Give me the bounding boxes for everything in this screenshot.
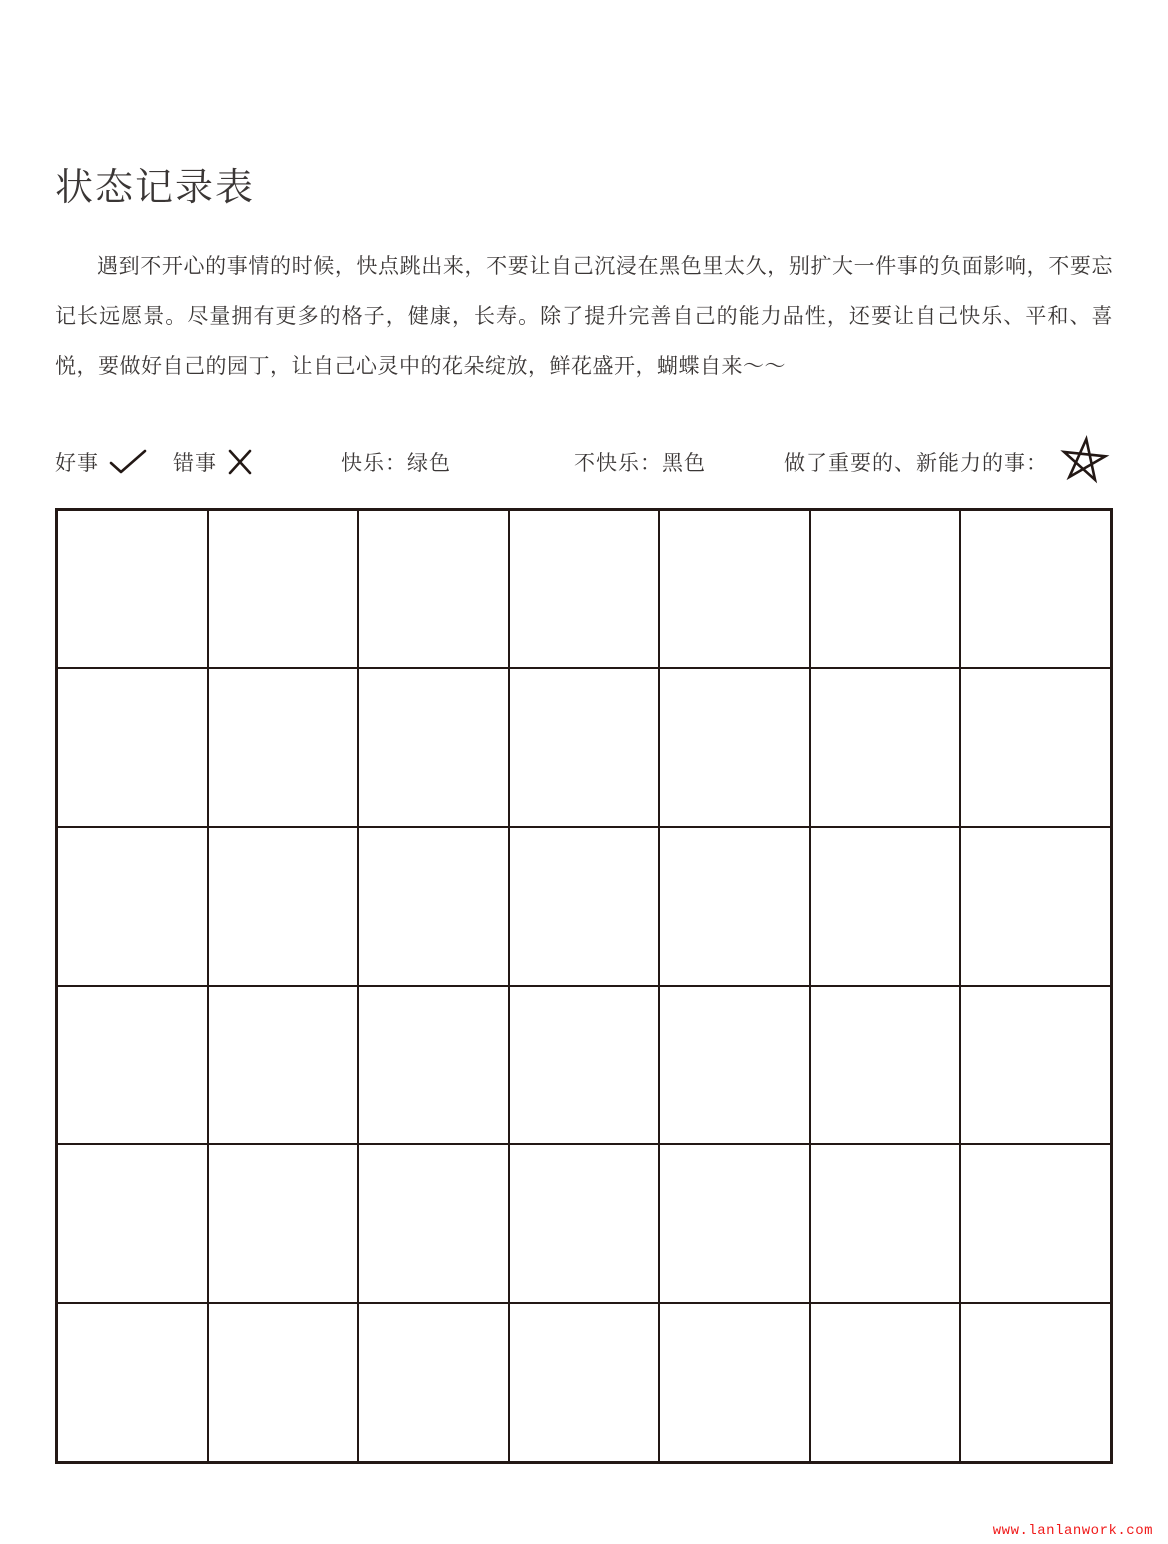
legend-label-important: 做了重要的、新能力的事： xyxy=(784,451,1048,475)
grid-cell xyxy=(660,1145,809,1302)
grid-cell xyxy=(961,669,1110,826)
legend-label-good: 好事 xyxy=(55,451,99,475)
grid-cell xyxy=(58,511,207,668)
grid-cell xyxy=(359,987,508,1144)
grid-cell xyxy=(58,1304,207,1461)
legend-label-unhappy: 不快乐：黑色 xyxy=(574,451,706,475)
legend-label-happy: 快乐：绿色 xyxy=(341,451,451,475)
watermark-link[interactable]: www.lanlanwork.com xyxy=(992,1523,1153,1539)
grid-cell xyxy=(209,828,358,985)
grid-cell xyxy=(660,828,809,985)
intro-paragraph: 遇到不开心的事情的时候，快点跳出来，不要让自己沉浸在黑色里太久，别扩大一件事的负面影响，不要忘记长远愿景。尽量拥有更多的格子，健康，长寿。除了提升完善自己的能力品性，还要让自己快乐、平和、喜悦，要做好自己的园丁，让自己心灵中的花朵绽放，鲜花盛开，蝴蝶自来～～ xyxy=(55,254,1113,378)
grid-cell xyxy=(209,987,358,1144)
grid-cell xyxy=(510,828,659,985)
grid-cell xyxy=(961,511,1110,668)
grid-cell xyxy=(58,1145,207,1302)
grid-cell xyxy=(961,987,1110,1144)
grid-cell xyxy=(359,828,508,985)
grid-cell xyxy=(58,828,207,985)
grid-cell xyxy=(811,1304,960,1461)
grid-cell xyxy=(811,669,960,826)
legend-row xyxy=(55,436,1113,488)
check-icon xyxy=(109,449,147,475)
grid-cell xyxy=(359,1145,508,1302)
grid-cell xyxy=(209,669,358,826)
legend-item-good xyxy=(55,447,173,477)
grid-cell xyxy=(510,511,659,668)
grid-cell xyxy=(811,1145,960,1302)
legend-item-happy xyxy=(341,447,451,477)
grid-cell xyxy=(660,511,809,668)
legend-item-wrong xyxy=(173,447,341,477)
grid-cell xyxy=(961,1304,1110,1461)
grid-cell xyxy=(811,511,960,668)
legend-label-wrong: 错事 xyxy=(173,451,217,475)
grid-cell xyxy=(510,669,659,826)
grid-cell xyxy=(660,669,809,826)
grid-cell xyxy=(359,511,508,668)
grid-cell xyxy=(209,511,358,668)
grid-cell xyxy=(359,1304,508,1461)
grid-cell xyxy=(811,828,960,985)
cross-icon xyxy=(227,448,253,476)
grid-cell xyxy=(209,1145,358,1302)
legend-item-unhappy xyxy=(574,447,706,477)
grid-cell xyxy=(961,828,1110,985)
grid-cell xyxy=(961,1145,1110,1302)
grid-cell xyxy=(209,1304,358,1461)
grid-cell xyxy=(510,987,659,1144)
grid-cell xyxy=(359,669,508,826)
grid-cell xyxy=(660,987,809,1144)
grid-cell xyxy=(660,1304,809,1461)
grid-cell xyxy=(811,987,960,1144)
grid-cell xyxy=(58,669,207,826)
legend-item-important xyxy=(784,437,1110,487)
record-grid xyxy=(55,508,1113,1464)
grid-cell xyxy=(58,987,207,1144)
page-title: 状态记录表 xyxy=(55,167,256,209)
star-icon xyxy=(1058,433,1110,487)
grid-cell xyxy=(510,1145,659,1302)
grid-cell xyxy=(510,1304,659,1461)
